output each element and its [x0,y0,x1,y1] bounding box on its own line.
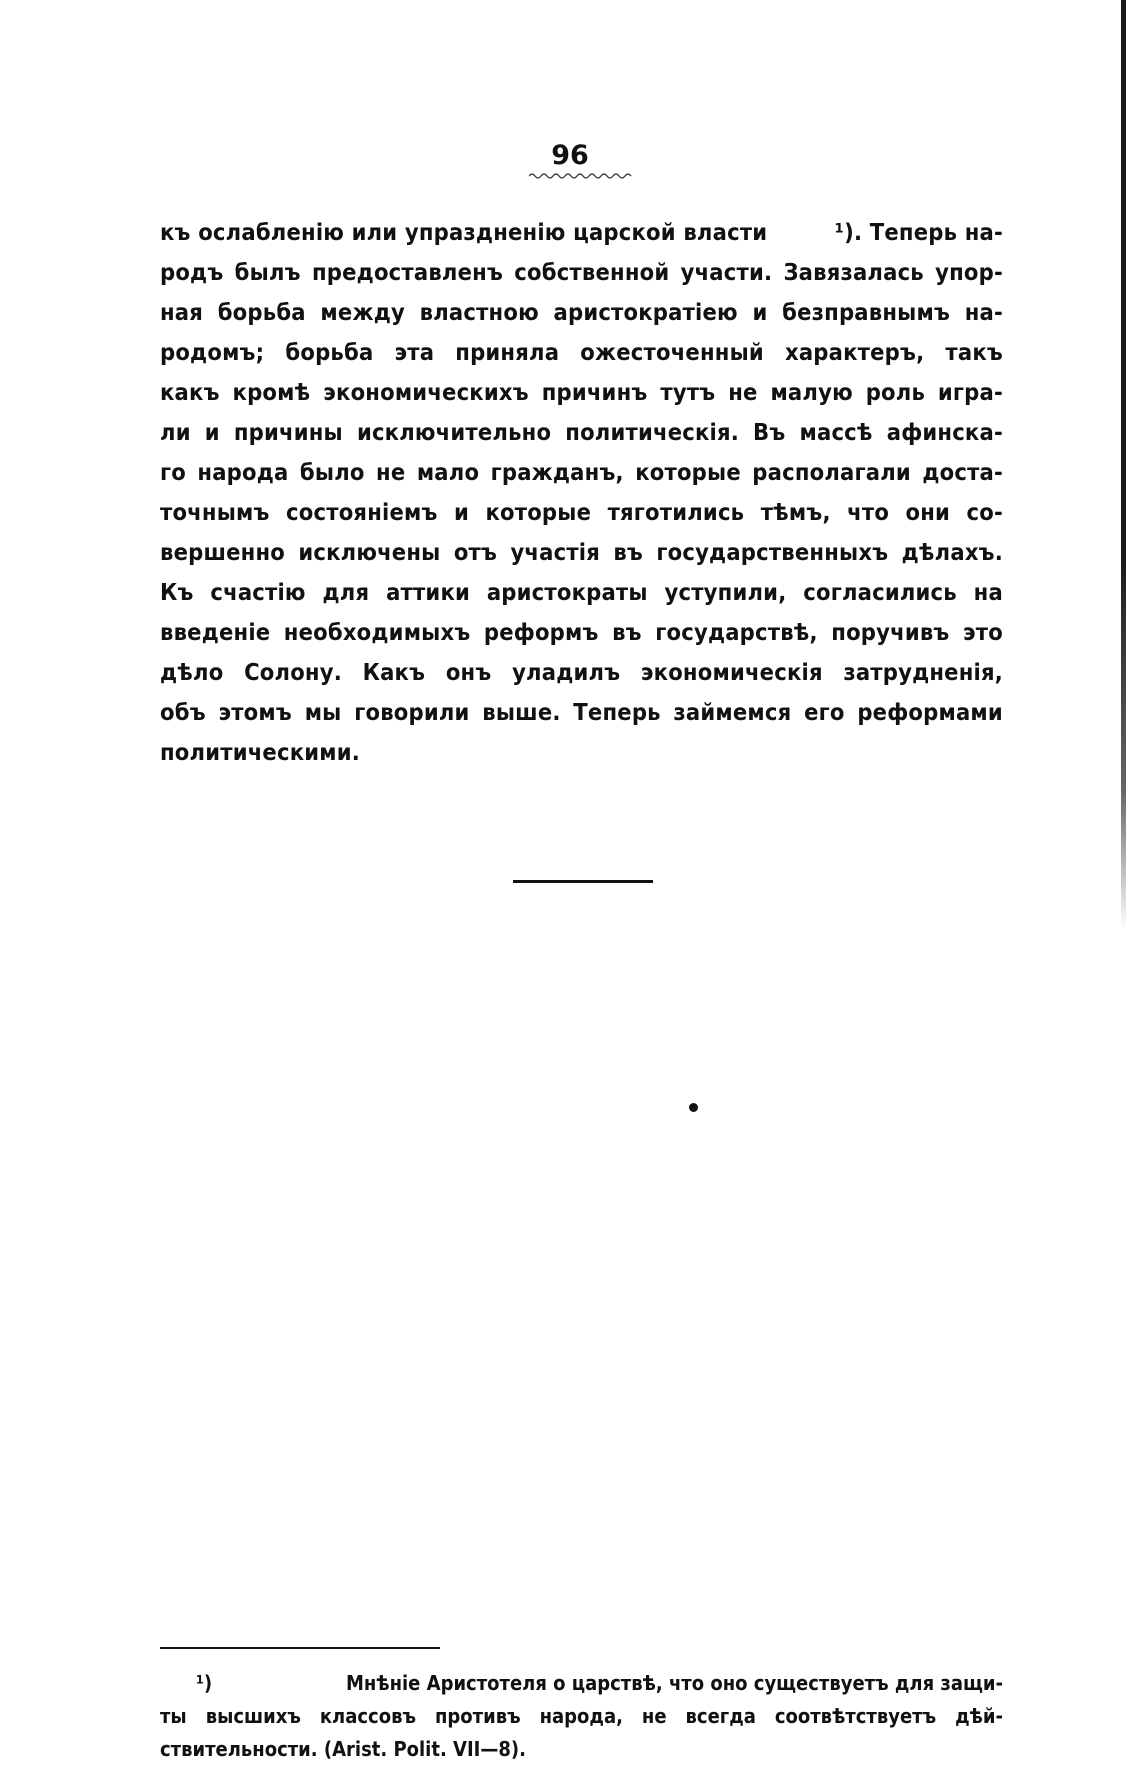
word: между [320,298,405,326]
word: го [160,458,186,486]
word: этомъ [218,698,292,726]
word: вершенно [160,538,285,566]
word: они [905,498,951,526]
word: предоставленъ [311,258,504,286]
word: исключительно [356,418,552,446]
word: говорили [354,698,470,726]
word: Какъ [362,658,426,686]
word: мы [304,698,342,726]
word: высшихъ [205,1704,301,1728]
word: государственныхъ [656,538,889,566]
word: объ [160,698,206,726]
word: было [299,458,365,486]
word: поручивъ [831,618,950,646]
word: тяготились [607,498,745,526]
word: въ [612,618,642,646]
word: не [641,1704,667,1728]
word: народа, [539,1704,623,1728]
word: кромѣ [232,378,311,406]
word: онъ [445,658,492,686]
word: это [963,618,1003,646]
word: причины [233,418,343,446]
text-line [160,612,1003,652]
word: дѣй- [955,1704,1003,1728]
ink-dot [689,1103,698,1112]
footnote-divider [160,1647,440,1649]
footnote-line [160,1700,1003,1733]
word: реформами [857,698,1003,726]
word: участи. [680,258,773,286]
word: на [973,578,1003,606]
footnote [160,1667,1003,1766]
text-line [160,372,1003,412]
word: роль [865,378,926,406]
word: ожесточенный [580,338,764,366]
word: не [728,378,758,406]
word: дѣлахъ. [901,538,1003,566]
page-number-ornament [529,172,633,180]
word: дѣло [160,658,224,686]
word: точнымъ [160,498,270,526]
word: гражданъ, [490,458,624,486]
word: доста- [922,458,1003,486]
word: и [454,498,470,526]
word: упор- [935,258,1003,286]
word: которые [635,458,741,486]
footnote-line [160,1667,1003,1700]
word: Къ [160,578,194,606]
word: состояніемъ [286,498,438,526]
word: экономическихъ [323,378,529,406]
word: родомъ; [160,338,265,366]
word: счастію [210,578,306,606]
word: борьба [217,298,306,326]
word: игра- [937,378,1003,406]
word: аристократіею [553,298,738,326]
text-line [160,292,1003,332]
word: необходимыхъ [283,618,471,646]
word: государствѣ, [655,618,818,646]
text-line [160,772,1003,812]
word: ная [160,298,204,326]
text-line [160,412,1003,452]
text-line [160,252,1003,292]
text-line [160,692,1003,732]
word: собственной [514,258,670,286]
footnote-marker: ¹) [196,1671,213,1695]
word: всегда [685,1704,756,1728]
word: займемся [673,698,792,726]
word: аристократы [486,578,648,606]
word: не [376,458,406,486]
word: со- [966,498,1003,526]
word: Теперь [573,698,661,726]
word: причинъ [541,378,648,406]
word: мало [416,458,480,486]
word: аттики [386,578,471,606]
word: въ [613,538,644,566]
word: реформъ [483,618,599,646]
word: исключены [298,538,441,566]
word: соотвѣтствуетъ [774,1704,937,1728]
word: ли [160,418,191,446]
word: какъ [160,378,220,406]
text-line-part: ¹). Теперь на- [834,218,1003,246]
word: и [204,418,220,446]
word: введеніе [160,618,271,646]
word: тѣмъ, [760,498,831,526]
word: Солону. [244,658,342,686]
text-line-part: къ ослабленію или упраздненію царской власти [160,218,768,246]
text-line [160,452,1003,492]
word: располагали [752,458,911,486]
text-line [160,492,1003,532]
word: затрудненія, [843,658,1003,686]
footnote-line: ствительности. (Arist. Polit. VII—8). [160,1737,526,1761]
word: которые [485,498,592,526]
text-line [160,572,1003,612]
word: участія [510,538,600,566]
footnote-line-text: Мнѣніе Аристотеля о царствѣ, что оно существуетъ для защи- [346,1671,1003,1695]
word: афинска- [886,418,1003,446]
word: ты [160,1704,187,1728]
word: классовъ [319,1704,416,1728]
word: приняла [455,338,560,366]
word: народа [197,458,289,486]
word: противъ [434,1704,521,1728]
word: для [322,578,370,606]
word: выше. [482,698,561,726]
word: что [847,498,890,526]
word: безправнымъ [782,298,951,326]
word: экономическія [640,658,823,686]
word: малую [770,378,853,406]
word: уладилъ [512,658,621,686]
text-line [160,652,1003,692]
word: характеръ, [785,338,925,366]
word: его [804,698,845,726]
word: тутъ [660,378,716,406]
word: политическими. [160,738,360,766]
section-divider [513,880,653,883]
main-paragraph [160,212,1003,812]
text-line [160,532,1003,572]
word: эта [394,338,435,366]
word: на- [964,298,1003,326]
word: отъ [453,538,498,566]
word: родъ [160,258,224,286]
word: согласились [803,578,957,606]
word: Завязалась [783,258,924,286]
text-line [160,212,1003,252]
word: такъ [945,338,1003,366]
word: и [752,298,768,326]
word: властною [419,298,539,326]
text-line [160,732,1003,772]
word: политическія. [565,418,739,446]
word: уступили, [664,578,787,606]
word: массѣ [799,418,873,446]
word: борьба [285,338,374,366]
page-number: 96 [551,140,589,171]
word: Въ [753,418,786,446]
word: былъ [234,258,301,286]
text-line [160,332,1003,372]
